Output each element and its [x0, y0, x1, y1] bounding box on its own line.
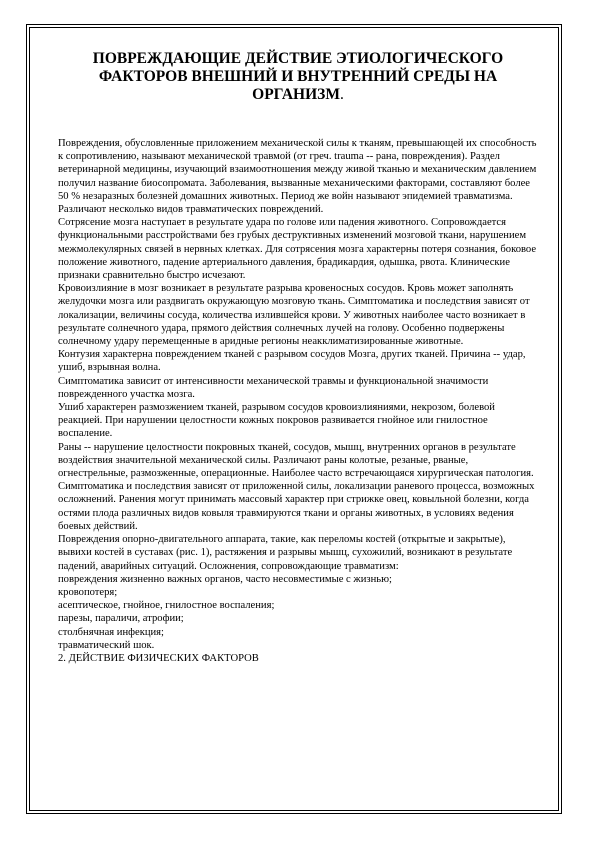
- paragraph-hemorrhage: Кровоизлияние в мозг возникает в результате разрыва кровеносных сосудов. Кровь может заполнять желудочки мозга или раздвигать окружающую мозговую ткань. Симптоматика и последствия зависят от локализации, величины сосуда, количества излившейся крови. У животных наиболее часто возникает в результате солнечного удара, прямого действия солнечных лучей на голову. Особенно подвержены солнечному удару перемещенные в аридные регионы неакклиматизированные животные.: [58, 283, 530, 348]
- document-content: [58, 50, 538, 665]
- title-line-3: ОРГАНИЗМ: [252, 86, 340, 103]
- list-item-vital-organs: повреждения жизненно важных органов, часто несовместимые с жизнью;: [58, 573, 392, 585]
- title-line-1: ПОВРЕЖДАЮЩИЕ ДЕЙСТВИЕ ЭТИОЛОГИЧЕСКОГО: [92, 50, 504, 67]
- list-item-paresis: парезы, параличи, атрофии;: [58, 613, 184, 625]
- document-title: [58, 50, 538, 104]
- paragraph-musculoskeletal: Повреждения опорно-двигательного аппарата, такие, как переломы костей (открытые и закрытые), вывихи костей в суставах (рис. 1), растяжения и разрывы мышц, сухожилий, возникают в результате падений, аварийных ситуаций. Осложнения, сопровождающие травматизм:: [58, 534, 513, 572]
- list-item-shock: травматический шок.: [58, 639, 155, 651]
- list-item-tetanus: столбнячная инфекция;: [58, 626, 164, 638]
- paragraph-intro: Повреждения, обусловленные приложением механической силы к тканям, превышающей их способность к сопротивлению, называют механической травмой (от греч. trauma -- рана, повреждения). Раздел ветеринарной медицины, изучающий взаимоотношения между живой тканью и механическим давлением получил название биосопромата. Заболевания, вызванные механическими факторами, составляют более 50 % незаразных болезней домашних животных. Период же войн называют эпидемией травматизма.: [58, 138, 537, 202]
- paragraph-symptoms: Симптоматика зависит от интенсивности механической травмы и функциональной значимости поврежденного участка мозга.: [58, 375, 489, 400]
- paragraph-bruise: Ушиб характерен размозжением тканей, разрывом сосудов кровоизлияниями, некрозом, болевой реакцией. При нарушении целостности кожных покровов развивается гнойное или гнилостное воспаление.: [58, 402, 495, 440]
- section-heading-physical-factors: 2. ДЕЙСТВИЕ ФИЗИЧЕСКИХ ФАКТОРОВ: [58, 652, 259, 664]
- paragraph-wounds: Раны -- нарушение целостности покровных тканей, сосудов, мышц, внутренних органов в результате воздействия значительной механической силы. Различают раны колотые, резаные, рваные, огнестрельные, размозженные, операционные. Наиболее часто встречающаяся хирургическая патология. Симптоматика и последствия зависят от приложенной силы, локализации раневого процесса, возможных осложнений. Ранения могут принимать массовый характер при стрижке овец, ковыльной болезни, когда остями плода различных видов ковыля травмируются ткани и органы животных, в условиях ведения боевых действий.: [58, 441, 535, 532]
- title-line-2: ФАКТОРОВ ВНЕШНИЙ И ВНУТРЕННИЙ СРЕДЫ НА: [98, 68, 498, 85]
- title-period: .: [339, 86, 344, 103]
- paragraph-types: Различают несколько видов травматических повреждений.: [58, 204, 324, 216]
- list-item-inflammation: асептическое, гнойное, гнилостное воспаления;: [58, 600, 275, 612]
- paragraph-concussion: Сотрясение мозга наступает в результате удара по голове или падения животного. Сопровождается функциональными расстройствами без грубых деструктивных изменений мозговой ткани, нарушением межмолекулярных связей в нервных клетках. Для сотрясения мозга характерны потеря сознания, боковое положение животного, падение артериального давления, брадикардия, одышка, рвота. Клинические признаки сравнительно быстро исчезают.: [58, 217, 537, 282]
- paragraph-contusion: Контузия характерна повреждением тканей с разрывом сосудов Мозга, других тканей. Причина -- удар, ушиб, взрывная волна.: [58, 349, 526, 374]
- document-body: [58, 137, 538, 665]
- list-item-blood-loss: кровопотеря;: [58, 586, 118, 598]
